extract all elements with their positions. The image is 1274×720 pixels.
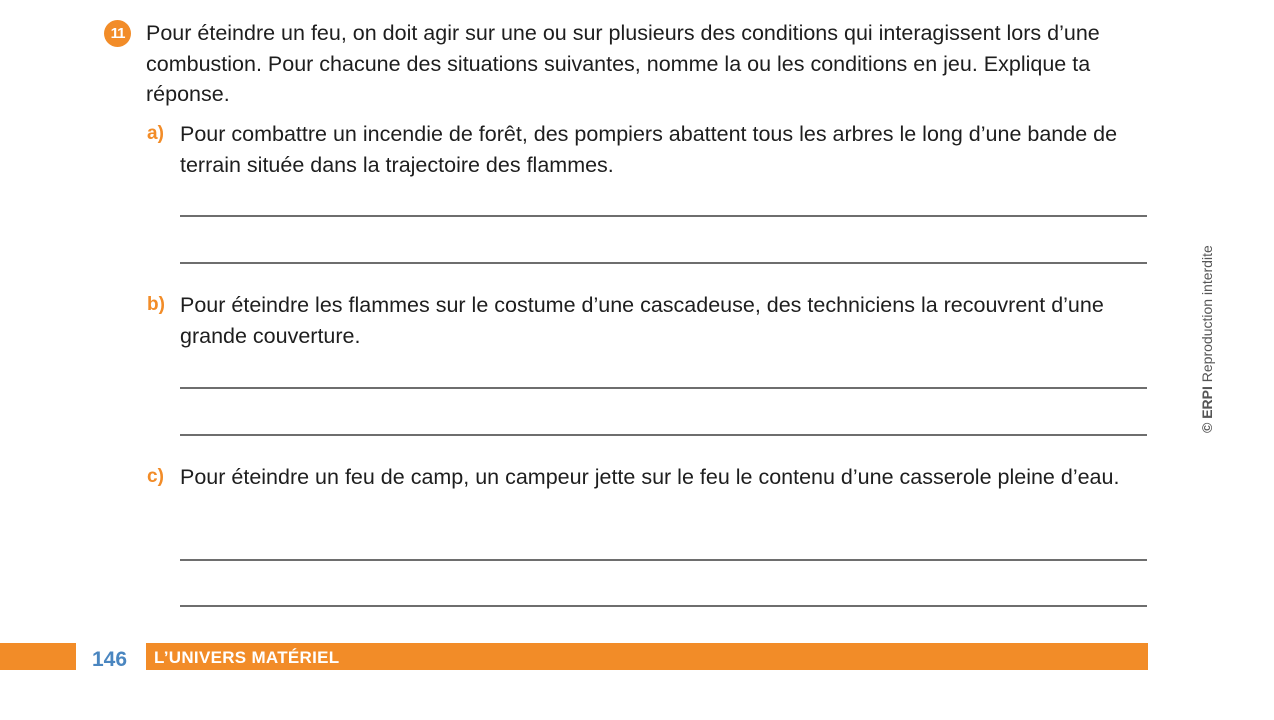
answer-line[interactable] xyxy=(180,605,1147,607)
footer-accent-bar xyxy=(0,643,76,670)
answer-line[interactable] xyxy=(180,434,1147,436)
footer-section-bar xyxy=(146,643,1148,670)
copyright-text: Reproduction interdite xyxy=(1199,245,1215,383)
answer-line[interactable] xyxy=(180,559,1147,561)
question-number-badge: 11 xyxy=(104,20,131,47)
page-number: 146 xyxy=(92,648,128,671)
copyright-brand: © ERPI xyxy=(1199,386,1215,433)
question-text: Pour éteindre un feu, on doit agir sur une ou sur plusieurs des conditions qui interagissent lors d’une combustion. Pour chacune des situations suivantes, nomme la ou les conditions en jeu. Explique ta réponse. xyxy=(146,21,1100,106)
item-letter-a: a) xyxy=(147,123,164,144)
copyright-note xyxy=(1198,245,1216,433)
item-letter-b: b) xyxy=(147,294,165,315)
item-text-c: Pour éteindre un feu de camp, un campeur jette sur le feu le contenu d’une casserole pleine d’eau. xyxy=(180,465,1120,489)
answer-line[interactable] xyxy=(180,262,1147,264)
answer-line[interactable] xyxy=(180,215,1147,217)
item-text-b: Pour éteindre les flammes sur le costume d’une cascadeuse, des techniciens la recouvrent d’une grande couverture. xyxy=(180,293,1104,348)
section-title: L’UNIVERS MATÉRIEL xyxy=(154,648,340,667)
item-letter-c: c) xyxy=(147,466,164,487)
answer-line[interactable] xyxy=(180,387,1147,389)
item-text-a: Pour combattre un incendie de forêt, des pompiers abattent tous les arbres le long d’une bande de terrain située dans la trajectoire des flammes. xyxy=(180,122,1118,177)
